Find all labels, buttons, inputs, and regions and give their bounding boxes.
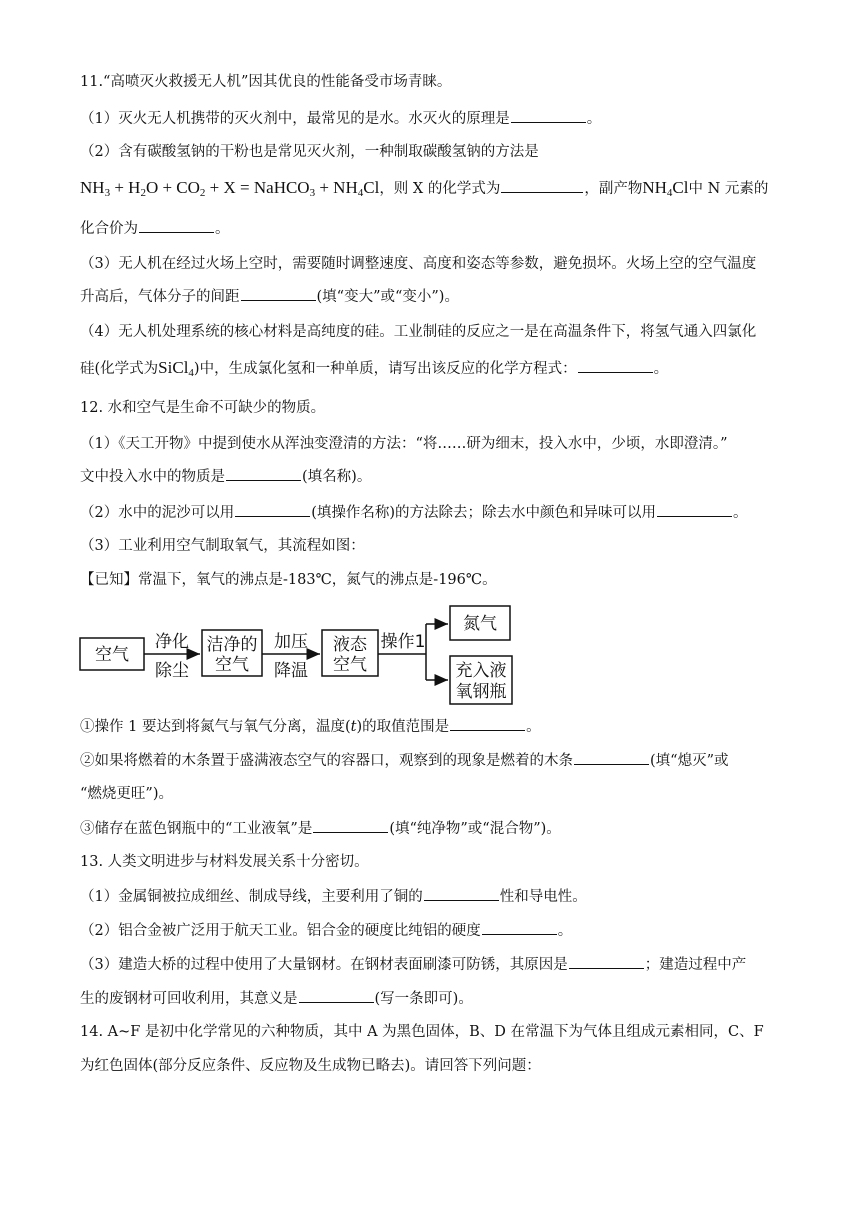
nh4cl-formula: $NH_4Cl$: [642, 178, 689, 199]
q11-part2: （2）含有碳酸氢钠的干粉也是常见灭火剂，一种制取碳酸氢钠的方法是: [80, 144, 539, 160]
answer-blank[interactable]: [511, 108, 586, 123]
oxygen-production-flowchart: [76, 598, 536, 708]
q14-line2: 为红色固体(部分反应条件、反应物及生成物已略去)。请回答下列问题：: [80, 1058, 541, 1074]
q11-part4b: 硅(化学式为SiCl$_4$)中，生成氯化氢和一种单质，请写出该反应的化学方程式： 。: [80, 358, 669, 379]
q13-part2: （2）铝合金被广泛用于航天工业。铝合金的硬度比纯铝的硬度 。: [80, 920, 572, 941]
q12-part3: （3）工业利用空气制取氧气，其流程如图：: [80, 538, 365, 554]
q12-sub3: ③储存在蓝色钢瓶中的“工业液氧”是 (填“纯净物”或“混合物”)。: [80, 818, 561, 839]
q12-sub2: ②如果将燃着的木条置于盛满液态空气的容器口，观察到的现象是燃着的木条 (填“熄灭”或: [80, 750, 728, 771]
cylinder-top: 充入液: [455, 661, 507, 681]
answer-blank[interactable]: [482, 920, 557, 935]
q12-part2: （2）水中的泥沙可以用 (填操作名称)的方法除去；除去水中颜色和异味可以用 。: [80, 502, 748, 523]
answer-blank[interactable]: [299, 988, 374, 1003]
clean-air-top: 洁净的: [206, 635, 258, 655]
operation-1-label: 操作1: [380, 632, 426, 652]
answer-blank[interactable]: [424, 886, 499, 901]
q11-part2-cont: 化合价为 。: [80, 218, 230, 239]
reaction-equation: $NH_3 + H_2O + CO_2 + X$ = NaHCO$_3$ + $NH_4Cl$: [80, 178, 380, 199]
q13-part3b: 生的废钢材可回收利用，其意义是 (写一条即可)。: [80, 988, 473, 1009]
q11-part3b: 升高后，气体分子的间距 (填“变大”或“变小”)。: [80, 286, 459, 307]
q14-line1: 14. A~F 是初中化学常见的六种物质，其中 A 为黑色固体，B、D 在常温下为气体且组成元素相同，C、F: [80, 1024, 764, 1040]
air-label: 空气: [95, 645, 129, 665]
q11-stem: 11.“高喷灭火救援无人机”因其优良的性能备受市场青睐。: [80, 74, 452, 90]
q13-part1: （1）金属铜被拉成细丝、制成导线，主要利用了铜的 性和导电性。: [80, 886, 587, 907]
liquid-air-bottom: 空气: [333, 655, 367, 675]
answer-blank[interactable]: [501, 178, 583, 193]
answer-blank[interactable]: [241, 286, 316, 301]
q12-part1a: （1）《天工开物》中提到使水从浑浊变澄清的方法：“将……研为细末，投入水中，少顷，水即澄清。”: [80, 436, 728, 452]
step2-bottom-label: 降温: [274, 661, 308, 681]
nitrogen-label: 氮气: [463, 614, 497, 634]
q12-known: 【已知】常温下，氧气的沸点是-183℃，氮气的沸点是-196℃。: [80, 572, 497, 588]
step2-top-label: 加压: [274, 632, 308, 652]
q12-sub2-cont: “燃烧更旺”)。: [80, 786, 173, 802]
q12-stem: 12. 水和空气是生命不可缺少的物质。: [80, 400, 326, 416]
q11-equation-line: $NH_3 + H_2O + CO_2 + X$ = NaHCO$_3$ + $NH_4Cl$，则 X 的化学式为 ，副产物$NH_4Cl$中 N 元素的: [80, 178, 769, 199]
answer-blank[interactable]: [226, 466, 301, 481]
answer-blank[interactable]: [139, 218, 214, 233]
step1-bottom-label: 除尘: [155, 661, 189, 681]
q13-part3a: （3）建造大桥的过程中使用了大量钢材。在钢材表面刷漆可防锈，其原因是 ；建造过程中产: [80, 954, 746, 975]
q13-stem: 13. 人类文明进步与材料发展关系十分密切。: [80, 854, 369, 870]
q12-part1b: 文中投入水中的物质是 (填名称)。: [80, 466, 371, 487]
q11-part4a: （4）无人机处理系统的核心材料是高纯度的硅。工业制硅的反应之一是在高温条件下，将氢气通入四氯化: [80, 324, 757, 340]
q12-sub1: ①操作 1 要达到将氮气与氧气分离，温度(t)的取值范围是 。: [80, 716, 541, 737]
answer-blank[interactable]: [578, 358, 653, 373]
clean-air-bottom: 空气: [215, 655, 249, 675]
answer-blank[interactable]: [450, 716, 525, 731]
answer-blank[interactable]: [313, 818, 388, 833]
liquid-air-top: 液态: [333, 635, 367, 655]
q11-part1: （1）灭火无人机携带的灭火剂中，最常见的是水。水灭火的原理是 。: [80, 108, 601, 129]
sicl4-formula: SiCl$_4$: [158, 358, 194, 379]
answer-blank[interactable]: [235, 502, 310, 517]
answer-blank[interactable]: [574, 750, 649, 765]
cylinder-bottom: 氧钢瓶: [455, 682, 507, 702]
q11-part3a: （3）无人机在经过火场上空时，需要随时调整速度、高度和姿态等参数，避免损坏。火场上空的空气温度: [80, 256, 757, 272]
step1-top-label: 净化: [155, 632, 189, 652]
answer-blank[interactable]: [657, 502, 732, 517]
answer-blank[interactable]: [569, 954, 644, 969]
